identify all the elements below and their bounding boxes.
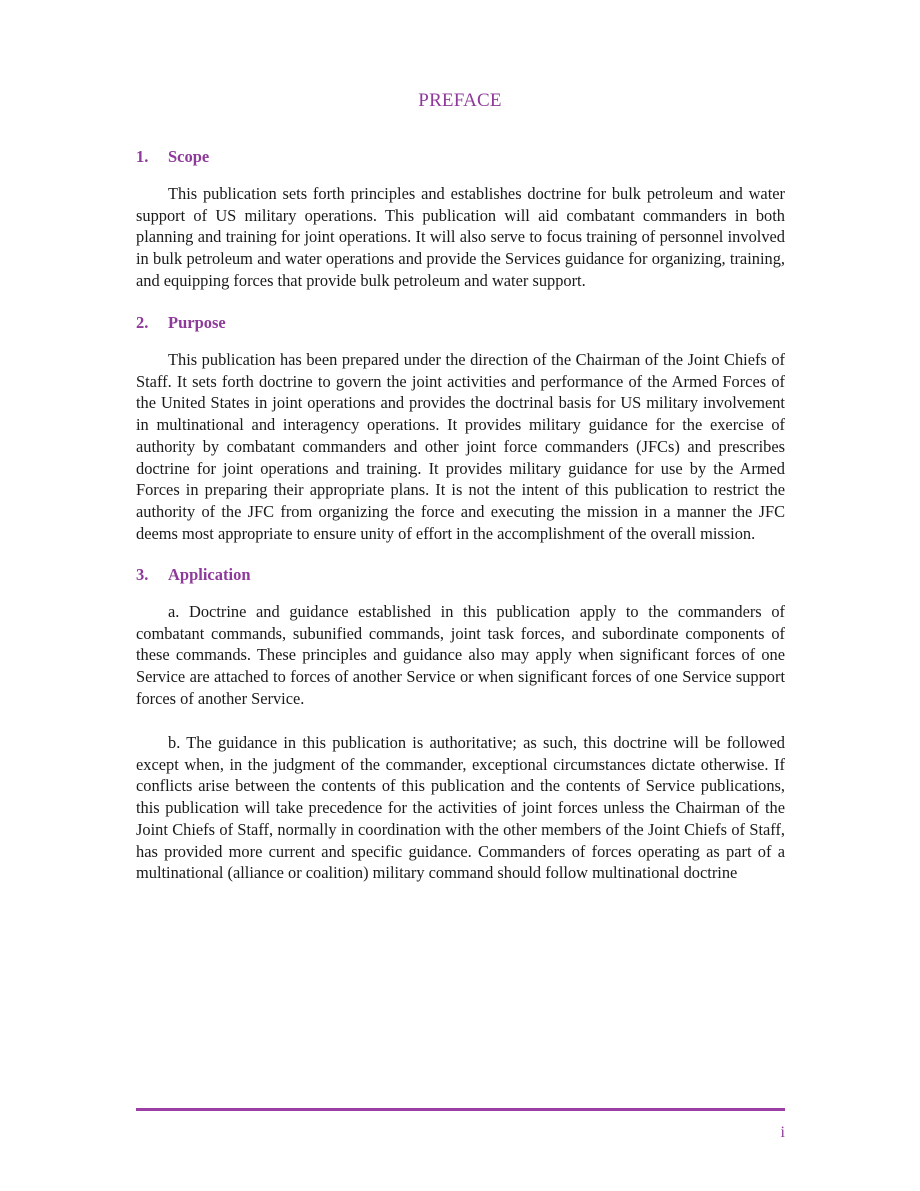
section-title: Application (168, 565, 251, 584)
section-number: 2. (136, 313, 149, 332)
application-paragraph-b: b. The guidance in this publication is authoritative; as such, this doctrine will be followed except when, in the judgment of the commander, exceptional circumstances dictate otherwise. If conflicts arise between the contents of this publication and the contents of Service publications, this publication will take precedence for the activities of joint forces unless the Chairman of the Joint Chiefs of Staff, normally in coordination with the other members of the Joint Chiefs of Staff, has provided more current and specific guidance. Commanders of forces operating as part of a multinational (alliance or coalition) military command should follow multinational doctrine (136, 733, 785, 883)
section-heading-scope (136, 147, 209, 167)
section-number: 3. (136, 565, 149, 584)
section-number: 1. (136, 147, 149, 166)
section-heading-purpose (136, 313, 226, 333)
scope-paragraph: This publication sets forth principles and establishes doctrine for bulk petroleum and water support of US military operations. This publication will aid combatant commanders in both planning and training for joint operations. It will also serve to focus training of personnel involved in bulk petroleum and water operations and provide the Services guidance for organizing, training, and equipping forces that provide bulk petroleum and water support. (136, 184, 785, 290)
purpose-paragraph: This publication has been prepared under the direction of the Chairman of the Joint Chiefs of Staff. It sets forth doctrine to govern the joint activities and performance of the Armed Forces of the United States in joint operations and provides the doctrinal basis for US military involvement in multinational and interagency operations. It provides military guidance for the exercise of authority by combatant commanders and other joint force commanders (JFCs) and prescribes doctrine for joint operations and training. It provides military guidance for use by the Armed Forces in preparing their appropriate plans. It is not the intent of this publication to restrict the authority of the JFC from organizing the force and executing the mission in a manner the JFC deems most appropriate to ensure unity of effort in the accomplishment of the overall mission. (136, 350, 785, 543)
section-title: Scope (168, 147, 210, 166)
section-title: Purpose (168, 313, 226, 332)
page-title: PREFACE (418, 90, 502, 111)
application-paragraph-a: a. Doctrine and guidance established in this publication apply to the commanders of combatant commands, subunified commands, joint task forces, and subordinate components of these commands. These principles and guidance also may apply when significant forces of one Service are attached to forces of another Service or when significant forces of one Service support forces of another Service. (136, 602, 785, 708)
footer-rule (136, 1108, 785, 1111)
page-number: i (780, 1124, 785, 1141)
section-heading-application (136, 565, 251, 585)
